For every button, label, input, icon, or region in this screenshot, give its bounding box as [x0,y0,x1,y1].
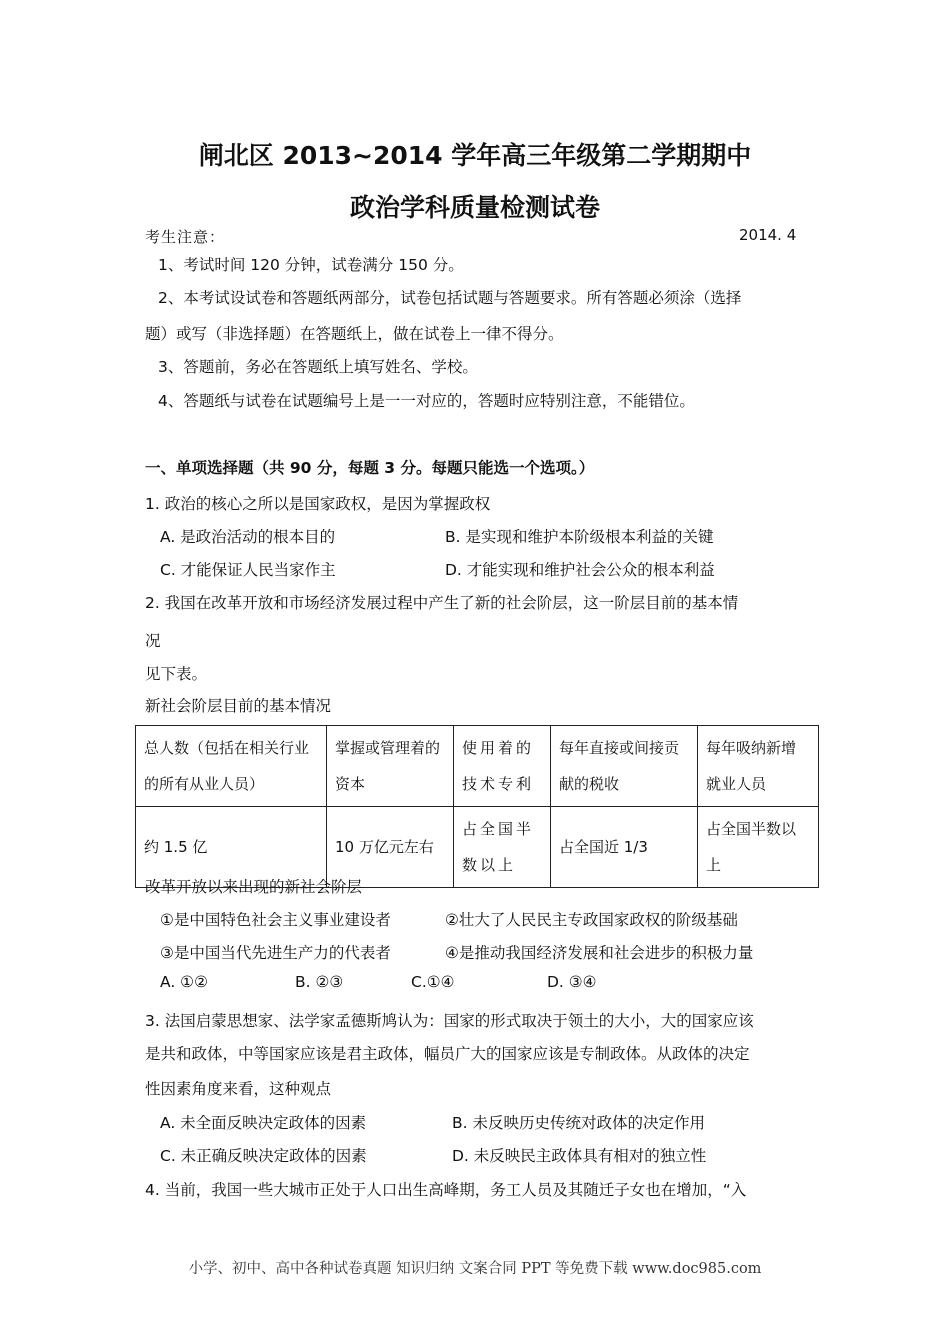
page-subtitle: 政治学科质量检测试卷 [349,193,600,222]
page-title: 闸北区 2013~2014 学年高三年级第二学期期中 [198,141,752,170]
notice-1: 1、考试时间 120 分钟，试卷满分 150 分。 [158,256,464,274]
question-3-stem-line3: 性因素角度来看，这种观点 [145,1080,332,1098]
question-3-option-d: D. 未反映民主政体具有相对的独立性 [452,1147,707,1165]
footer-text: 小学、初中、高中各种试卷真题 知识归纳 文案合同 PPT 等免费下载 www.doc985.com [188,1261,762,1277]
question-3-stem-line2: 是共和政体，中等国家应该是君主政体，幅员广大的国家应该是专制政体。从政体的决定 [145,1045,750,1063]
notice-label: 考生注意： [145,228,226,246]
exam-date: 2014. 4 [739,226,797,244]
question-2-choice-b: B. ②③ [295,973,344,991]
question-1-option-c: C. 才能保证人民当家作主 [160,561,336,579]
question-2-stem-line1: 2. 我国在改革开放和市场经济发展过程中产生了新的社会阶层，这一阶层目前的基本情 [145,594,739,612]
question-1-stem: 1. 政治的核心之所以是国家政权，是因为掌握政权 [145,495,491,513]
table-header-cell: 总人数（包括在相关行业的所有从业人员） [136,726,327,807]
question-2-choice-a: A. ①② [160,973,208,991]
question-2-statement-2: ②壮大了人民民主专政国家政权的阶级基础 [445,911,738,929]
table-cell: 占全国近 1/3 [551,807,698,888]
question-1-option-a: A. 是政治活动的根本目的 [160,528,336,546]
table-header-row [136,726,819,807]
notice-2: 2、本考试设试卷和答题纸两部分，试卷包括试题与答题要求。所有答题必须涂（选择 [158,289,742,307]
table-cell: 占全国半数以上 [698,807,819,888]
question-3-option-b: B. 未反映历史传统对政体的决定作用 [452,1114,705,1132]
question-3-stem-line1: 3. 法国启蒙思想家、法学家孟德斯鸠认为：国家的形式取决于领土的大小，大的国家应该 [145,1012,754,1030]
question-2-statement-3: ③是中国当代先进生产力的代表者 [160,944,391,962]
table-cell: 约 1.5 亿 [136,807,327,888]
notice-2-cont: 题）或写（非选择题）在答题纸上，做在试卷上一律不得分。 [145,325,564,343]
notice-4: 4、答题纸与试卷在试题编号上是一一对应的，答题时应特别注意，不能错位。 [158,392,695,410]
question-2-choice-d: D. ③④ [547,973,597,991]
info-table [135,725,819,888]
question-1-option-d: D. 才能实现和维护社会公众的根本利益 [445,561,715,579]
question-4-stem-line1: 4. 当前，我国一些大城市正处于人口出生高峰期，务工人员及其随迁子女也在增加，“入 [145,1181,747,1199]
table-cell: 占全国半数以上 [454,807,551,888]
question-1-option-b: B. 是实现和维护本阶级根本利益的关键 [445,528,714,546]
question-3-option-a: A. 未全面反映决定政体的因素 [160,1114,367,1132]
question-2-after-table: 改革开放以来出现的新社会阶层 [145,878,363,896]
question-2-choice-c: C.①④ [411,973,455,991]
notice-3: 3、答题前，务必在答题纸上填写姓名、学校。 [158,358,478,376]
question-3-option-c: C. 未正确反映决定政体的因素 [160,1147,367,1165]
table-header-cell: 使用着的技术专利 [454,726,551,807]
table-header-cell: 每年吸纳新增就业人员 [698,726,819,807]
table-caption: 新社会阶层目前的基本情况 [145,697,332,715]
question-2-stem-line2: 况 [145,632,161,650]
section-heading: 一、单项选择题（共 90 分，每题 3 分。每题只能选一个选项。） [145,459,595,477]
question-2-statement-4: ④是推动我国经济发展和社会进步的积极力量 [445,944,754,962]
table-header-cell: 每年直接或间接贡献的税收 [551,726,698,807]
table-cell: 10 万亿元左右 [327,807,454,888]
table-header-cell: 掌握或管理着的资本 [327,726,454,807]
question-2-statement-1: ①是中国特色社会主义事业建设者 [160,911,391,929]
question-2-stem-line3: 见下表。 [145,665,208,683]
